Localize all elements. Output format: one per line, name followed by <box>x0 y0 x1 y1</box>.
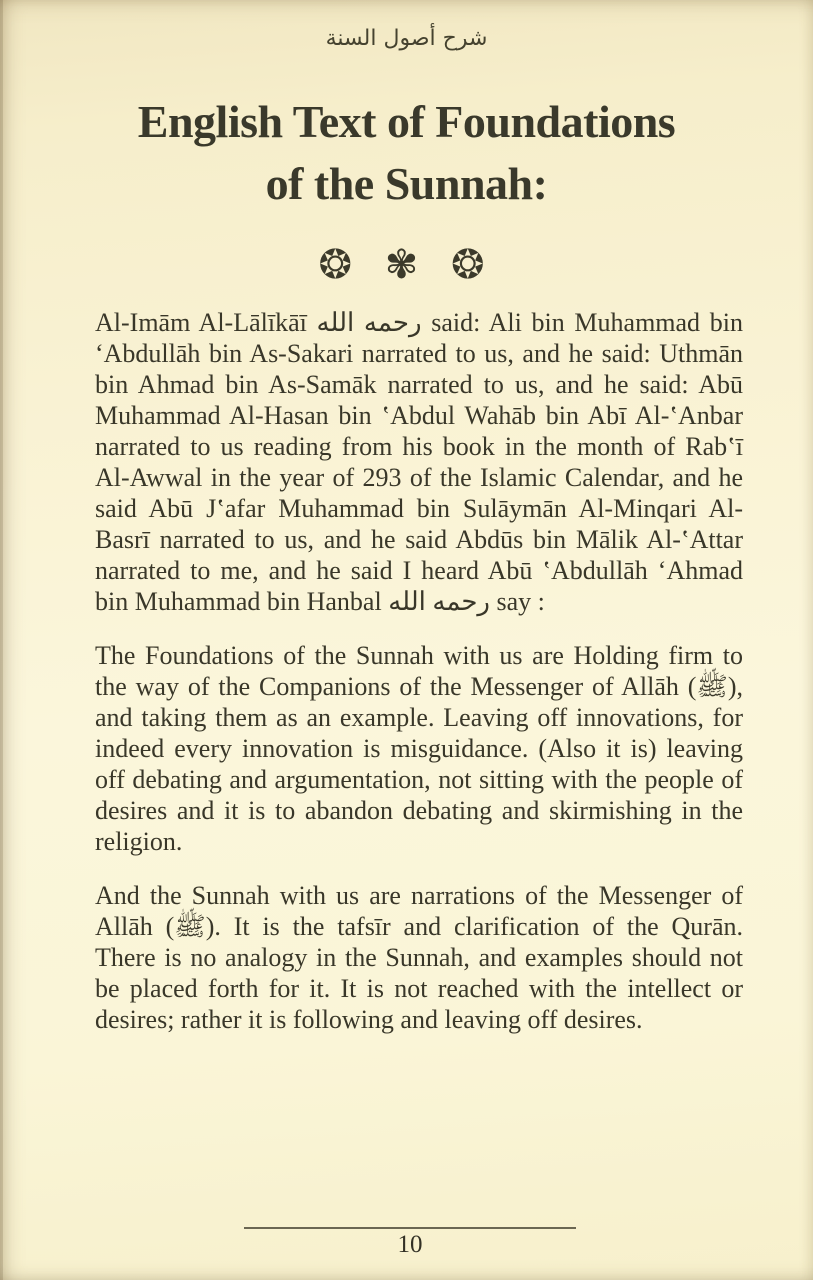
body-text <box>95 307 743 1035</box>
footer-rule <box>244 1227 576 1229</box>
body-paragraph: And the Sunnah with us are narrations of the Messenger of Allāh (ﷺ). It is the tafsīr and clarification of the Qurān. There is no analogy in the Sunnah, and examples should not be placed forth for it. It is not reached with the intellect or desires; rather it is following and leaving off desires. <box>95 881 743 1035</box>
page-number: 10 <box>397 1231 423 1258</box>
page-footer <box>0 1227 813 1259</box>
page-title <box>0 91 813 214</box>
page-title-line-1: English Text of Foundations <box>137 96 676 147</box>
page-title-line-2: of the Sunnah: <box>265 157 548 209</box>
running-header-arabic: شرح أصول السنة <box>325 26 488 51</box>
body-paragraph: The Foundations of the Sunnah with us are Holding firm to the way of the Companions of the Messenger of Allāh (ﷺ), and taking them as an example. Leaving off innovations, for indeed every innovation is misguidance. (Also it is) leaving off debating and argumentation, not sitting with the people of desires and it is to abandon debating and skirmishing in the religion. <box>95 641 743 857</box>
body-paragraph: Al-Imām Al-Lālīkāī رحمه الله said: Ali bin Muhammad bin ‘Abdullāh bin As-Sakari narrated to us, and he said: Uthmān bin Ahmad bin As-Samāk narrated to us, and he said: Abū Muhammad Al-Hasan bin ʽAbdul Wahāb bin Abī Al-ʽAnbar narrated to us reading from his book in the month of Rabʽī Al-Awwal in the year of 293 of the Islamic Calendar, and he said Abū Jʽafar Muhammad bin Sulāymān Al-Minqari Al-Basrī narrated to us, and he said Abdūs bin Mālik Al-ʽAttar narrated to me, and he said I heard Abū ʽAbdullāh ‘Ahmad bin Muhammad bin Hanbal رحمه الله say : <box>95 308 743 617</box>
rosette-ornament-icon: ❂ ✾ ❂ <box>318 242 495 289</box>
